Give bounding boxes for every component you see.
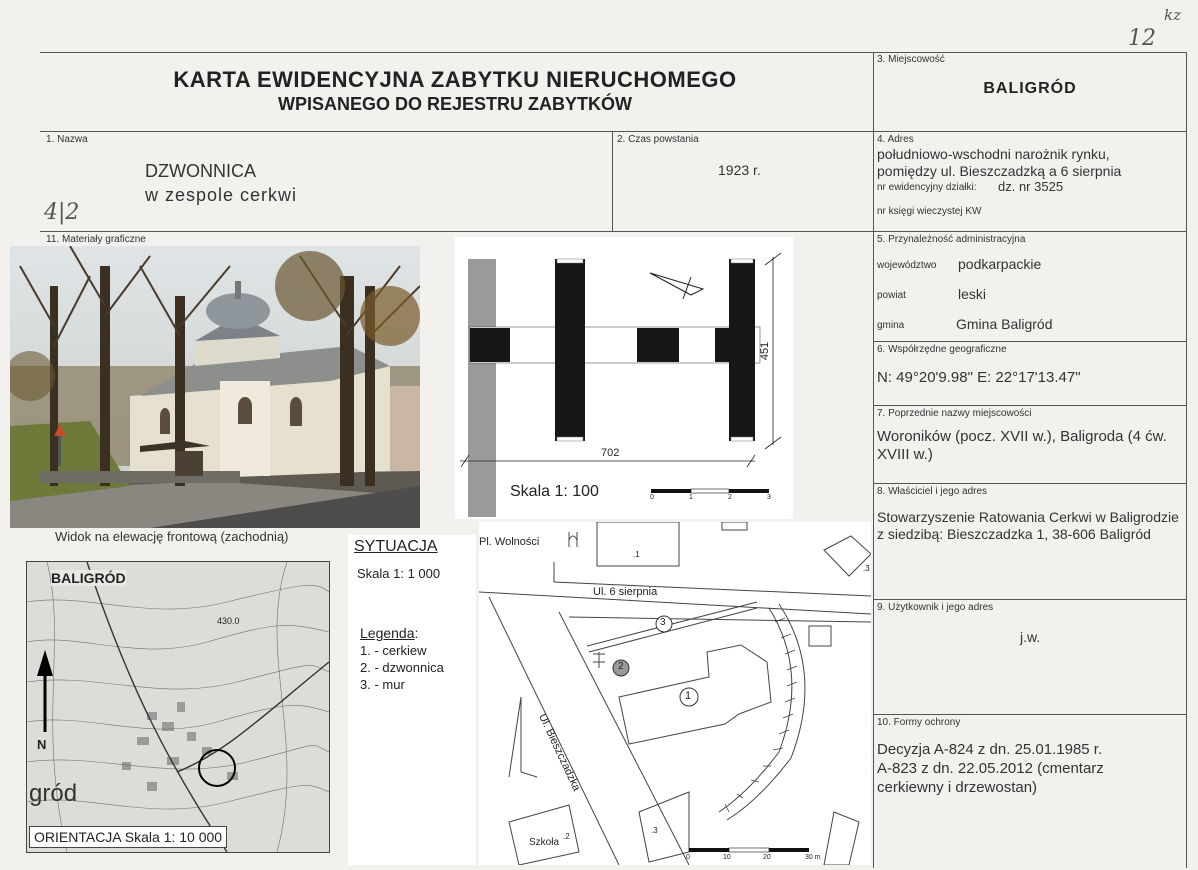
situation-scale-tick-0: 0 (686, 854, 690, 861)
s1-name-sub: w zespole cerkwi (145, 185, 298, 205)
s10-line1: Decyzja A-824 z dn. 25.01.1985 r. (877, 741, 1103, 758)
bldg-num-2: .2 (563, 832, 570, 841)
s6-label: 6. Współrzędne geograficzne (877, 344, 1007, 355)
marker-wall: 3 (660, 617, 666, 628)
s10-line2: A-823 z dn. 22.05.2012 (cmentarz (877, 760, 1104, 777)
situation-scale-tick-30: 30 m (805, 854, 821, 861)
s1-name: DZWONNICA (145, 161, 256, 181)
s4-address-line2: pomiędzy ul. Bieszczadzką a 6 sierpnia (877, 163, 1122, 179)
frame-top-line (40, 52, 1187, 53)
s4-plot-value: dz. nr 3525 (998, 179, 1064, 194)
map-elevation-label: 430.0 (217, 616, 240, 626)
orientation-map (26, 561, 330, 853)
plan-dim-vertical: 451 (759, 341, 772, 361)
s3-label: 3. Miejscowość (877, 54, 945, 65)
plan-scale: Skala 1: 100 (510, 483, 599, 500)
s8-owner-line2: z siedzibą: Bieszczadzka 1, 38-606 Baligród (877, 526, 1151, 542)
plan-ground-strip (468, 259, 496, 517)
legend-item-wall: 3. - mur (360, 677, 405, 692)
church-photo (10, 246, 420, 528)
s2-label: 2. Czas powstania (617, 134, 699, 145)
row-divider-1 (40, 131, 1187, 132)
s7-label: 7. Poprzednie nazwy miejscowości (877, 408, 1032, 419)
marker-belfry: 2 (618, 661, 624, 672)
plan-scale-tick-3: 3 (767, 494, 771, 501)
situation-scale: Skala 1: 1 000 (357, 566, 441, 581)
s4-plot-label: nr ewidencyjny działki: (877, 182, 977, 193)
divider-s6 (873, 341, 1187, 342)
s10-label: 10. Formy ochrony (877, 717, 961, 728)
marker-church: 1 (685, 690, 692, 702)
situation-scale-tick-10: 10 (723, 854, 731, 861)
floor-plan-panel (455, 237, 793, 519)
s4-kw-label: nr księgi wieczystej KW (877, 206, 982, 217)
school-label: Szkoła (529, 837, 560, 848)
situation-title: SYTUACJA (354, 538, 438, 555)
map-fragment-text: gród (29, 780, 78, 807)
frame-right-column-line (873, 52, 874, 868)
divider-s10 (873, 714, 1187, 715)
s5-county-label: powiat (877, 290, 906, 301)
bldg-num-1: .1 (633, 550, 640, 559)
s8-owner-line1: Stowarzyszenie Ratowania Cerkwi w Baligrodzie (877, 509, 1179, 525)
handwritten-left-note: 4|2 (44, 200, 80, 225)
card-subtitle: WPISANEGO DO REJESTRU ZABYTKÓW (277, 94, 632, 114)
handwritten-number: 12 (1128, 26, 1156, 51)
s4-address-line1: południowo-wschodni narożnik rynku, (877, 146, 1110, 162)
s5-commune-label: gmina (877, 320, 905, 331)
plan-scale-tick-2: 2 (728, 494, 732, 501)
s4-label: 4. Adres (877, 134, 914, 145)
situation-text-panel (348, 535, 476, 865)
street-pl-wolnosci: Pl. Wolności (479, 536, 540, 548)
frame-right-edge (1186, 52, 1187, 868)
divider-s8 (873, 483, 1187, 484)
s5-voivodeship-label: województwo (877, 260, 937, 271)
col-divider-name-date (612, 131, 613, 231)
legend-title: Legenda: (360, 625, 419, 641)
situation-scale-tick-20: 20 (763, 854, 771, 861)
s5-county-value: leski (958, 286, 987, 302)
handwritten-note-kz: kz (1164, 6, 1181, 24)
legend-item-belfry: 2. - dzwonnica (360, 660, 444, 675)
s5-voivodeship-value: podkarpackie (958, 256, 1042, 272)
s11-label: 11. Materiały graficzne (46, 234, 146, 245)
card-title: KARTA EWIDENCYJNA ZABYTKU NIERUCHOMEGO (173, 67, 737, 92)
map-place-name: BALIGRÓD (51, 570, 126, 586)
row-divider-2 (40, 231, 1187, 232)
s1-label: 1. Nazwa (46, 134, 88, 145)
s6-coordinates: N: 49°20'9.98" E: 22°17'13.47" (877, 369, 1081, 386)
s9-user: j.w. (1020, 629, 1041, 645)
s8-label: 8. Właściciel i jego adres (877, 486, 988, 497)
legend-item-church: 1. - cerkiew (360, 643, 427, 658)
street-6-sierpnia: Ul. 6 sierpnia (593, 586, 658, 598)
street-bieszczadzka: Ul. Bieszczadzka (536, 712, 583, 793)
s3-town: BALIGRÓD (983, 80, 1077, 97)
s10-line3: cerkiewny i drzewostan) (877, 779, 1038, 796)
s9-label: 9. Użytkownik i jego adres (877, 602, 994, 613)
photo-caption: Widok na elewację frontową (zachodnią) (55, 529, 289, 544)
s7-line1: Woroników (pocz. XVII w.), Baligroda (4 ćw. (877, 428, 1167, 445)
orientation-caption: ORIENTACJA Skala 1: 10 000 (29, 826, 227, 848)
divider-s7 (873, 405, 1187, 406)
s7-line2: XVIII w.) (877, 446, 933, 463)
s5-label: 5. Przynależność administracyjna (877, 234, 1026, 245)
divider-s9 (873, 599, 1187, 600)
plan-scale-tick-0: 0 (650, 494, 654, 501)
bldg-num-3b: .3 (651, 826, 658, 835)
situation-map (479, 522, 871, 865)
s2-date: 1923 r. (718, 162, 761, 178)
s5-commune-value: Gmina Baligród (956, 316, 1053, 332)
map-north-label: N (37, 737, 47, 752)
bldg-num-3a: .3 (863, 564, 870, 573)
plan-scale-tick-1: 1 (689, 494, 693, 501)
plan-dim-horizontal: 702 (601, 447, 620, 459)
